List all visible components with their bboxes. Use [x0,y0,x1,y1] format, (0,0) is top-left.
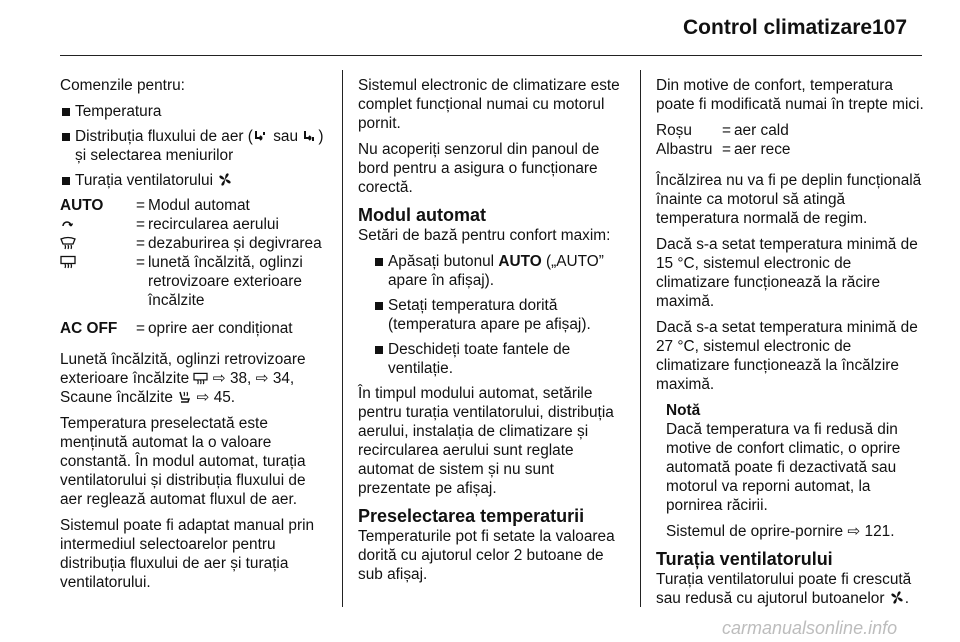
page-number: 107 [872,16,908,39]
paragraph: Dacă s-a setat temperatura minimă de 27 °C, sistemul electronic de climatizare funcționează la încălzire maximă. [656,319,918,393]
column-3 [656,76,926,615]
column-divider-2 [640,70,641,607]
definition-row: AUTO = Modul automat [60,197,250,214]
definition-row: Roșu = aer cald [656,122,789,139]
note-body: Dacă temperatura va fi redusă din motive de confort climatic, o oprire automată poate fi dezactivată sau motorul va reporni automat, la pornirea răcirii. [666,421,901,514]
paragraph: Temperaturile pot fi setate la valoarea dorită cu ajutorul celor 2 butoane de sub afișaj. [358,528,615,583]
list-item: Distribuția fluxului de aer ( sau ) și selectarea meniurilor [60,127,328,165]
section-heading-preselect: Preselectarea temperaturii [358,506,585,526]
page-reference[interactable]: 121. [864,523,895,540]
paragraph: Turația ventilatorului poate fi crescută sau redusă cu ajutorul butoanelor . [656,571,912,607]
watermark: carmanualsonline.info [722,618,898,638]
paragraph: Dacă s-a setat temperatura minimă de 15 °C, sistemul electronic de climatizare funcționează la răcire maximă. [656,236,918,310]
list-item: Setați temperatura dorită (temperatura apare pe afișaj). [373,296,626,334]
page-reference[interactable]: 34, [272,370,295,387]
fan-icon [217,172,233,187]
air-distribution-icon [253,129,269,143]
definition-row: = lunetă încălzită, oglinzi retrovizoare exterioare încălzite [60,253,328,310]
windshield-defrost-icon [60,236,76,250]
air-distribution-icon [302,129,318,143]
paragraph: Lunetă încălzită, oglinzi retrovizoare exterioare încălzite ⇨ 38, ⇨ 34, Scaune încălzite ⇨ 45. [60,351,306,406]
note-title: Notă [666,402,701,419]
definition-row: AC OFF = oprire aer condiționat [60,320,293,337]
paragraph: Sistemul electronic de climatizare este complet funcțional numai cu motorul pornit. [358,77,620,132]
paragraph: Sistemul poate fi adaptat manual prin intermediul selectoarelor pentru distribuția fluxului de aer și turația ventilatorului. [60,517,315,591]
recirculation-icon [60,217,74,231]
paragraph: Din motive de confort, temperatura poate fi modificată numai în trepte mici. [656,77,924,113]
column-1 [60,76,328,599]
paragraph: Temperatura preselectată este menținută automat la o valoare constantă. În modul automat, turația ventilatorului și distribuția fluxului de aer reglează automat fluxul de aer. [60,415,306,508]
paragraph: Setări de bază pentru confort maxim: [358,227,611,244]
rear-window-heating-icon [193,372,208,385]
paragraph: Nu acoperiți senzorul din panoul de bord pentru a asigura o funcționare corectă. [358,141,600,196]
heated-seat-icon [177,390,192,404]
reference-arrow-icon: ⇨ [196,389,210,406]
list-item: Temperatura [60,102,328,121]
column-divider-1 [342,70,343,607]
section-heading-auto: Modul automat [358,205,486,225]
list-item: Apăsați butonul AUTO („AUTO” apare în afișaj). [373,252,626,290]
list-item: Turația ventilatorului [60,171,328,190]
page-header-title: Control climatizare [683,16,873,39]
note-reference: Sistemul de oprire-pornire ⇨ 121. [666,523,895,540]
reference-arrow-icon: ⇨ [212,370,226,387]
reference-arrow-icon: ⇨ [255,370,269,387]
definition-row: Albastru = aer rece [656,141,791,158]
header-divider [60,55,922,56]
paragraph: În timpul modului automat, setările pentru turația ventilatorului, distribuția aerului, instalația de climatizare și recircularea aerului sunt reglate automat de sistem și nu sunt prezentate pe afișaj. [358,385,614,497]
paragraph: Încălzirea nu va fi pe deplin funcțională înainte ca motorul să atingă temperatura normală de regim. [656,172,922,227]
reference-arrow-icon: ⇨ [847,523,861,540]
definition-row: = dezaburirea și degivrarea [60,234,328,253]
list-item: Deschideți toate fantele de ventilație. [373,340,626,378]
rear-window-heating-icon [60,255,76,269]
fan-icon [889,590,905,605]
section-heading-fan: Turația ventilatorului [656,549,833,569]
page-reference[interactable]: 45. [213,389,236,406]
controls-intro: Comenzile pentru: [60,77,185,94]
page-reference[interactable]: 38, [229,370,252,387]
note-box [666,401,926,541]
definition-row: = recircularea aerului [60,215,328,234]
column-2 [358,76,626,591]
